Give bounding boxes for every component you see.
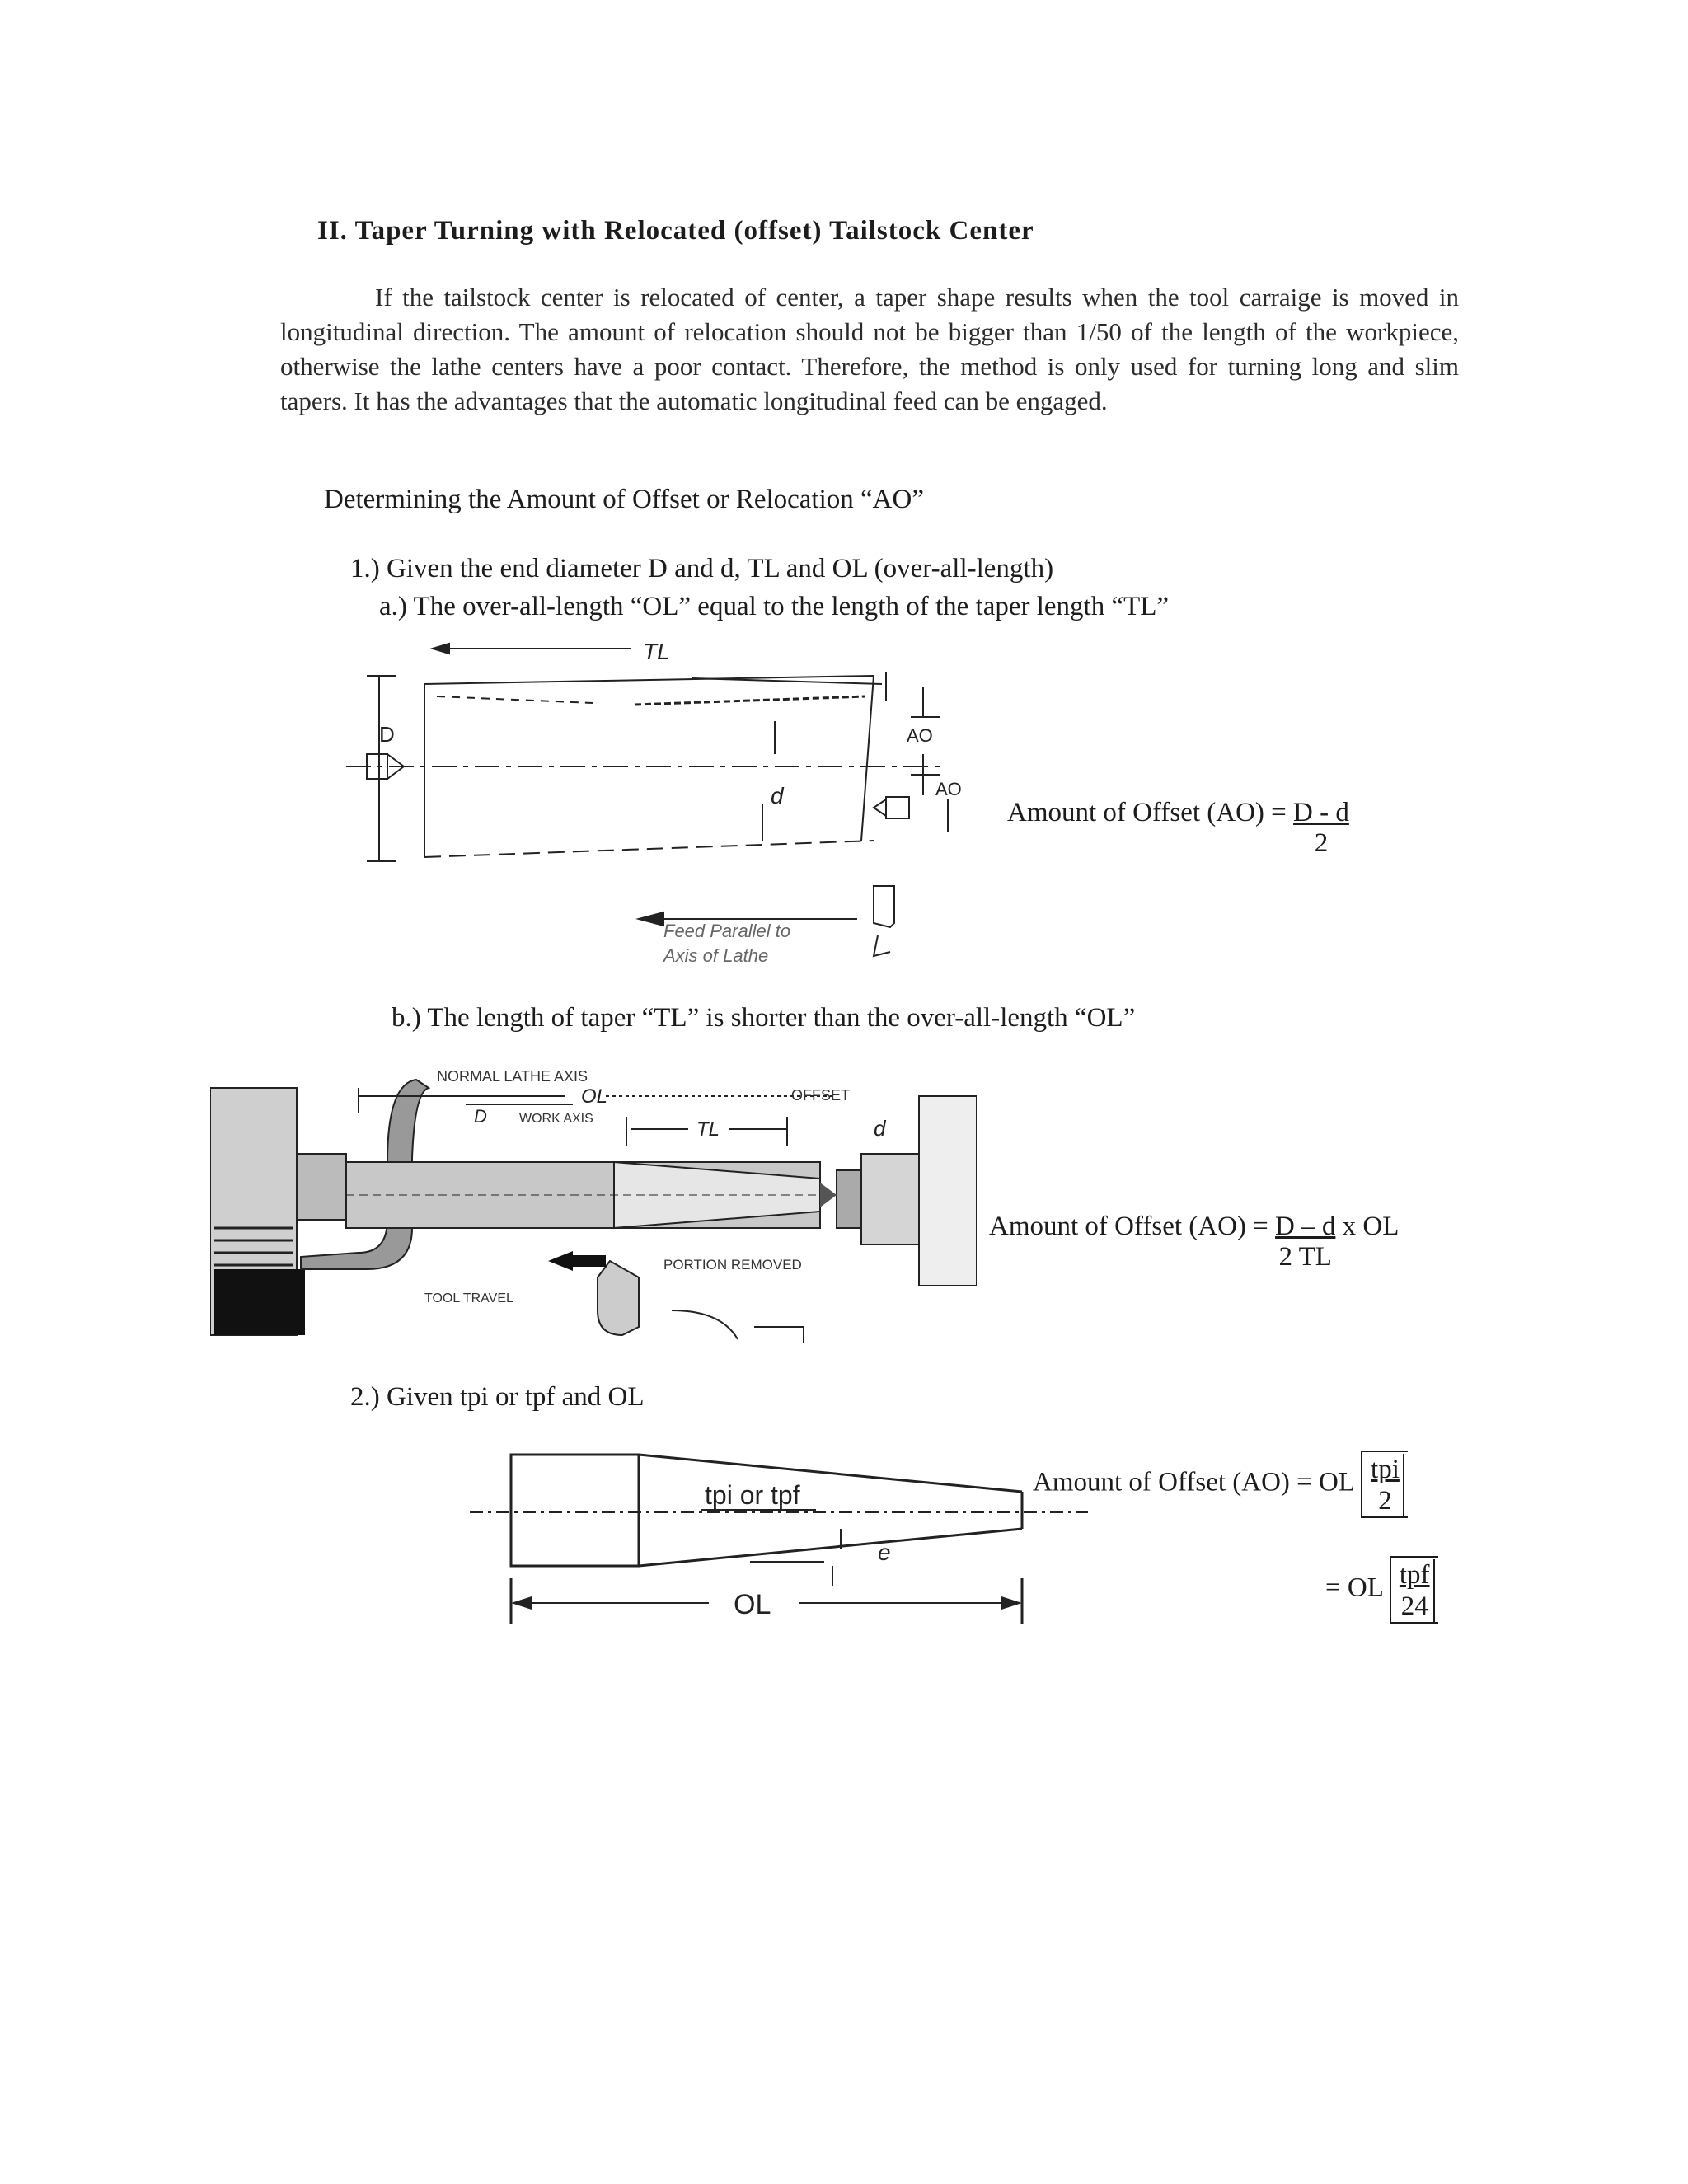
- eq-c-den2: 24: [1400, 1591, 1428, 1621]
- equation-offset-b: [989, 1212, 1399, 1272]
- eq-b-lhs: Amount of Offset (AO) =: [989, 1212, 1276, 1241]
- fig-a-tl-label: TL: [643, 639, 670, 664]
- section-heading: II. Taper Turning with Relocated (offset) Tailstock Center: [317, 216, 1034, 246]
- fig-a-d-small-label: d: [771, 783, 784, 808]
- case1b-title: b.) The length of taper “TL” is shorter than the over-all-length “OL”: [392, 1003, 1136, 1033]
- figure-lathe-offset: [210, 1063, 977, 1343]
- eq-a-numerator: D - d: [1293, 798, 1349, 827]
- equation-offset-a: [1007, 798, 1349, 859]
- fig-c-e-label: e: [878, 1540, 891, 1565]
- fig-c-tpi-label: tpi or tpf: [705, 1480, 800, 1510]
- fig-a-feed-line2: Axis of Lathe: [663, 945, 769, 966]
- fig-a-feed-line1: Feed Parallel to: [663, 921, 791, 941]
- fig-b-portion-removed-label: PORTION REMOVED: [663, 1257, 802, 1272]
- eq-c-num2: tpf: [1399, 1560, 1430, 1590]
- fig-b-d-big-label: D: [474, 1106, 487, 1127]
- fig-b-normal-axis-label: NORMAL LATHE AXIS: [437, 1068, 588, 1085]
- eq-a-denominator: 2: [1314, 828, 1329, 858]
- fig-b-ol-label: OL: [581, 1085, 608, 1108]
- eq-c-lhs2: = OL: [1325, 1572, 1383, 1603]
- case2-title: 2.) Given tpi or tpf and OL: [350, 1382, 645, 1412]
- case1-title: 1.) Given the end diameter D and d, TL and OL (over-all-length): [350, 554, 1054, 583]
- tailstock: [861, 1154, 919, 1244]
- figure-taper-tpi: [470, 1434, 1113, 1640]
- intro-paragraph: [280, 280, 1459, 419]
- figure-taper-equal-length: [346, 639, 973, 1018]
- eq-a-lhs: Amount of Offset (AO) =: [1007, 798, 1294, 827]
- eq-b-denominator: 2 TL: [1278, 1242, 1332, 1272]
- equation-offset-tpf: [1325, 1556, 1438, 1624]
- fig-a-ao1-label: AO: [907, 725, 933, 746]
- fig-b-offset-label: OFFSET: [791, 1087, 850, 1104]
- intro-text: If the tailstock center is relocated of center, a taper shape results when the tool carraige is moved in longitudinal direction. The amount of relocation should not be bigger than 1/50 of the length of the workpiece, otherwise the lathe centers have a poor contact. Therefore, the method is only used for turning long and slim tapers. It has the advantages that the automatic longitudinal feed can be engaged.: [280, 283, 1459, 415]
- eq-c-lhs1: Amount of Offset (AO) = OL: [1033, 1467, 1354, 1497]
- equation-offset-tpi: [1033, 1451, 1408, 1518]
- fig-a-ao2-label: AO: [935, 779, 962, 799]
- section-title: Determining the Amount of Offset or Relocation “AO”: [324, 485, 924, 514]
- fig-b-tool-travel-label: TOOL TRAVEL: [424, 1291, 513, 1305]
- gear-block: [214, 1269, 305, 1335]
- eq-b-numerator: D – d: [1275, 1212, 1336, 1241]
- eq-c-den1: 2: [1378, 1486, 1392, 1516]
- case1a-title: a.) The over-all-length “OL” equal to the length of the taper length “TL”: [379, 592, 1170, 621]
- fig-b-d-small-label: d: [874, 1116, 886, 1141]
- eq-c-num1: tpi: [1371, 1455, 1400, 1484]
- fig-a-d-big-label: D: [379, 722, 395, 747]
- fig-b-work-axis-label: WORK AXIS: [519, 1112, 593, 1126]
- fig-b-tl-label: TL: [696, 1118, 720, 1141]
- fig-c-ol-label: OL: [734, 1589, 771, 1620]
- eq-b-multiplier: x OL: [1335, 1212, 1400, 1241]
